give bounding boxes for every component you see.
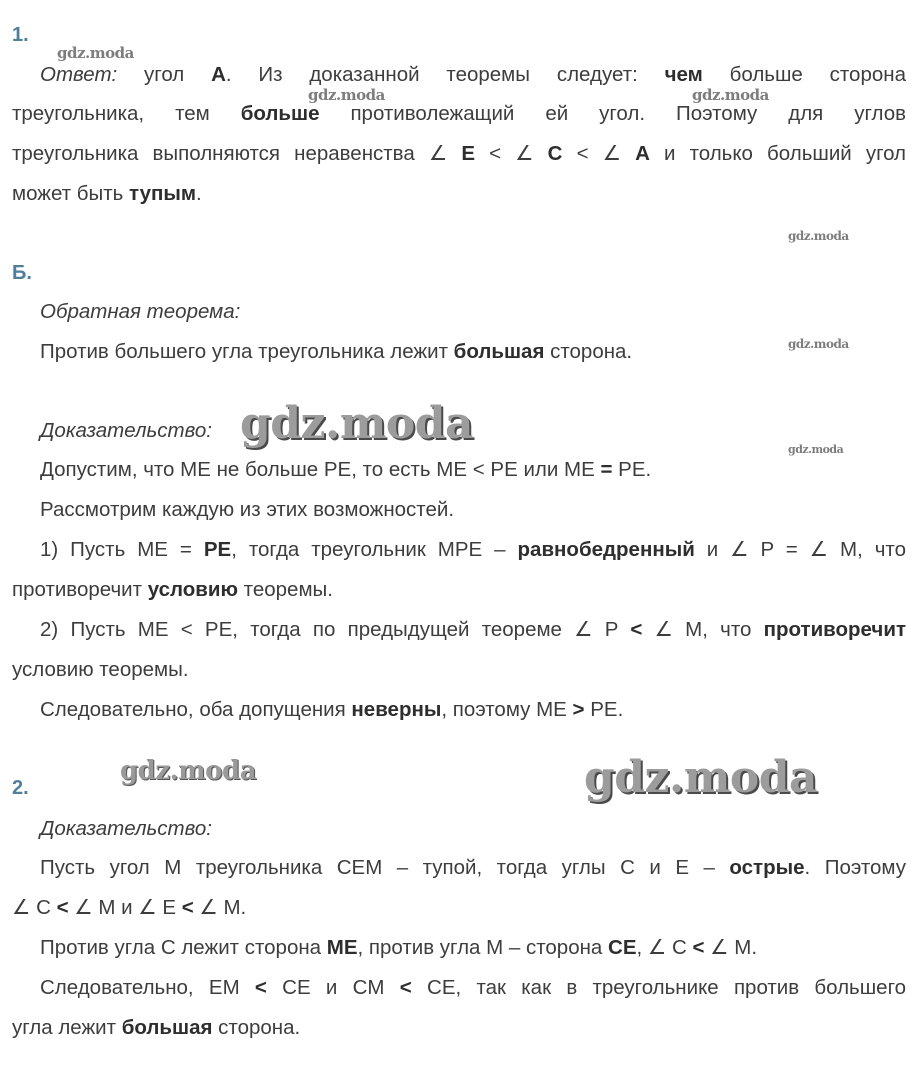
s1-line-3: треугольника выполняются неравенства ∠ E < ∠ C < ∠ A и только больший угол [12, 142, 906, 165]
watermark: gdz.moda [788, 229, 849, 243]
sb-line-3: 1) Пусть ME = PE, тогда треугольник MPE – равнобедренный и ∠ P = ∠ M, что [40, 538, 906, 561]
watermark: gdz.moda [584, 752, 818, 803]
watermark: gdz.moda [692, 86, 769, 104]
section-number-1: 1. [12, 24, 29, 46]
sb-line-5: 2) Пусть ME < PE, тогда по предыдущей теореме ∠ P < ∠ M, что противоречит [40, 618, 906, 641]
watermark: gdz.moda [788, 443, 844, 456]
watermark: gdz.moda [308, 86, 385, 104]
proof-label-2: Доказательство: [40, 817, 212, 840]
s2-line-5: угла лежит большая сторона. [12, 1016, 301, 1039]
sb-line-6: условию теоремы. [12, 658, 189, 681]
s2-line-3: Против угла C лежит сторона ME, против угла M – сторона CE, ∠ C < ∠ M. [40, 936, 758, 959]
watermark: gdz.moda [57, 44, 134, 62]
answer-label: Ответ: [40, 63, 118, 86]
sb-line-2: Рассмотрим каждую из этих возможностей. [40, 498, 455, 521]
proof-label-b: Доказательство: [40, 419, 212, 442]
s1-line-4: может быть тупым. [12, 182, 202, 205]
watermark: gdz.moda [240, 398, 474, 449]
s2-line-4: Следовательно, EM < CE и CM < CE, так как в треугольнике против большего [40, 976, 906, 999]
sb-line-4: противоречит условию теоремы. [12, 578, 333, 601]
converse-theorem-title: Обратная теорема: [40, 300, 241, 323]
s2-line-2: ∠ C < ∠ M и ∠ E < ∠ M. [12, 896, 247, 919]
section-number-b: Б. [12, 262, 32, 284]
s2-line-1: Пусть угол M треугольника CEM – тупой, тогда углы C и E – острые. Поэтому [40, 856, 906, 879]
converse-theorem-text: Против большего угла треугольника лежит большая сторона. [40, 340, 633, 363]
watermark: gdz.moda [788, 337, 849, 351]
sb-line-7: Следовательно, оба допущения неверны, поэтому ME > PE. [40, 698, 624, 721]
watermark: gdz.moda [120, 756, 257, 786]
sb-line-1: Допустим, что ME не больше PE, то есть ME < PE или ME = PE. [40, 458, 652, 481]
section-number-2: 2. [12, 777, 29, 799]
s1-line-2: треугольника, тем больше противолежащий ей угол. Поэтому для углов [12, 102, 906, 125]
s1-line-1: Ответ: угол А. Из доказанной теоремы следует: чем больше сторона [40, 63, 906, 86]
